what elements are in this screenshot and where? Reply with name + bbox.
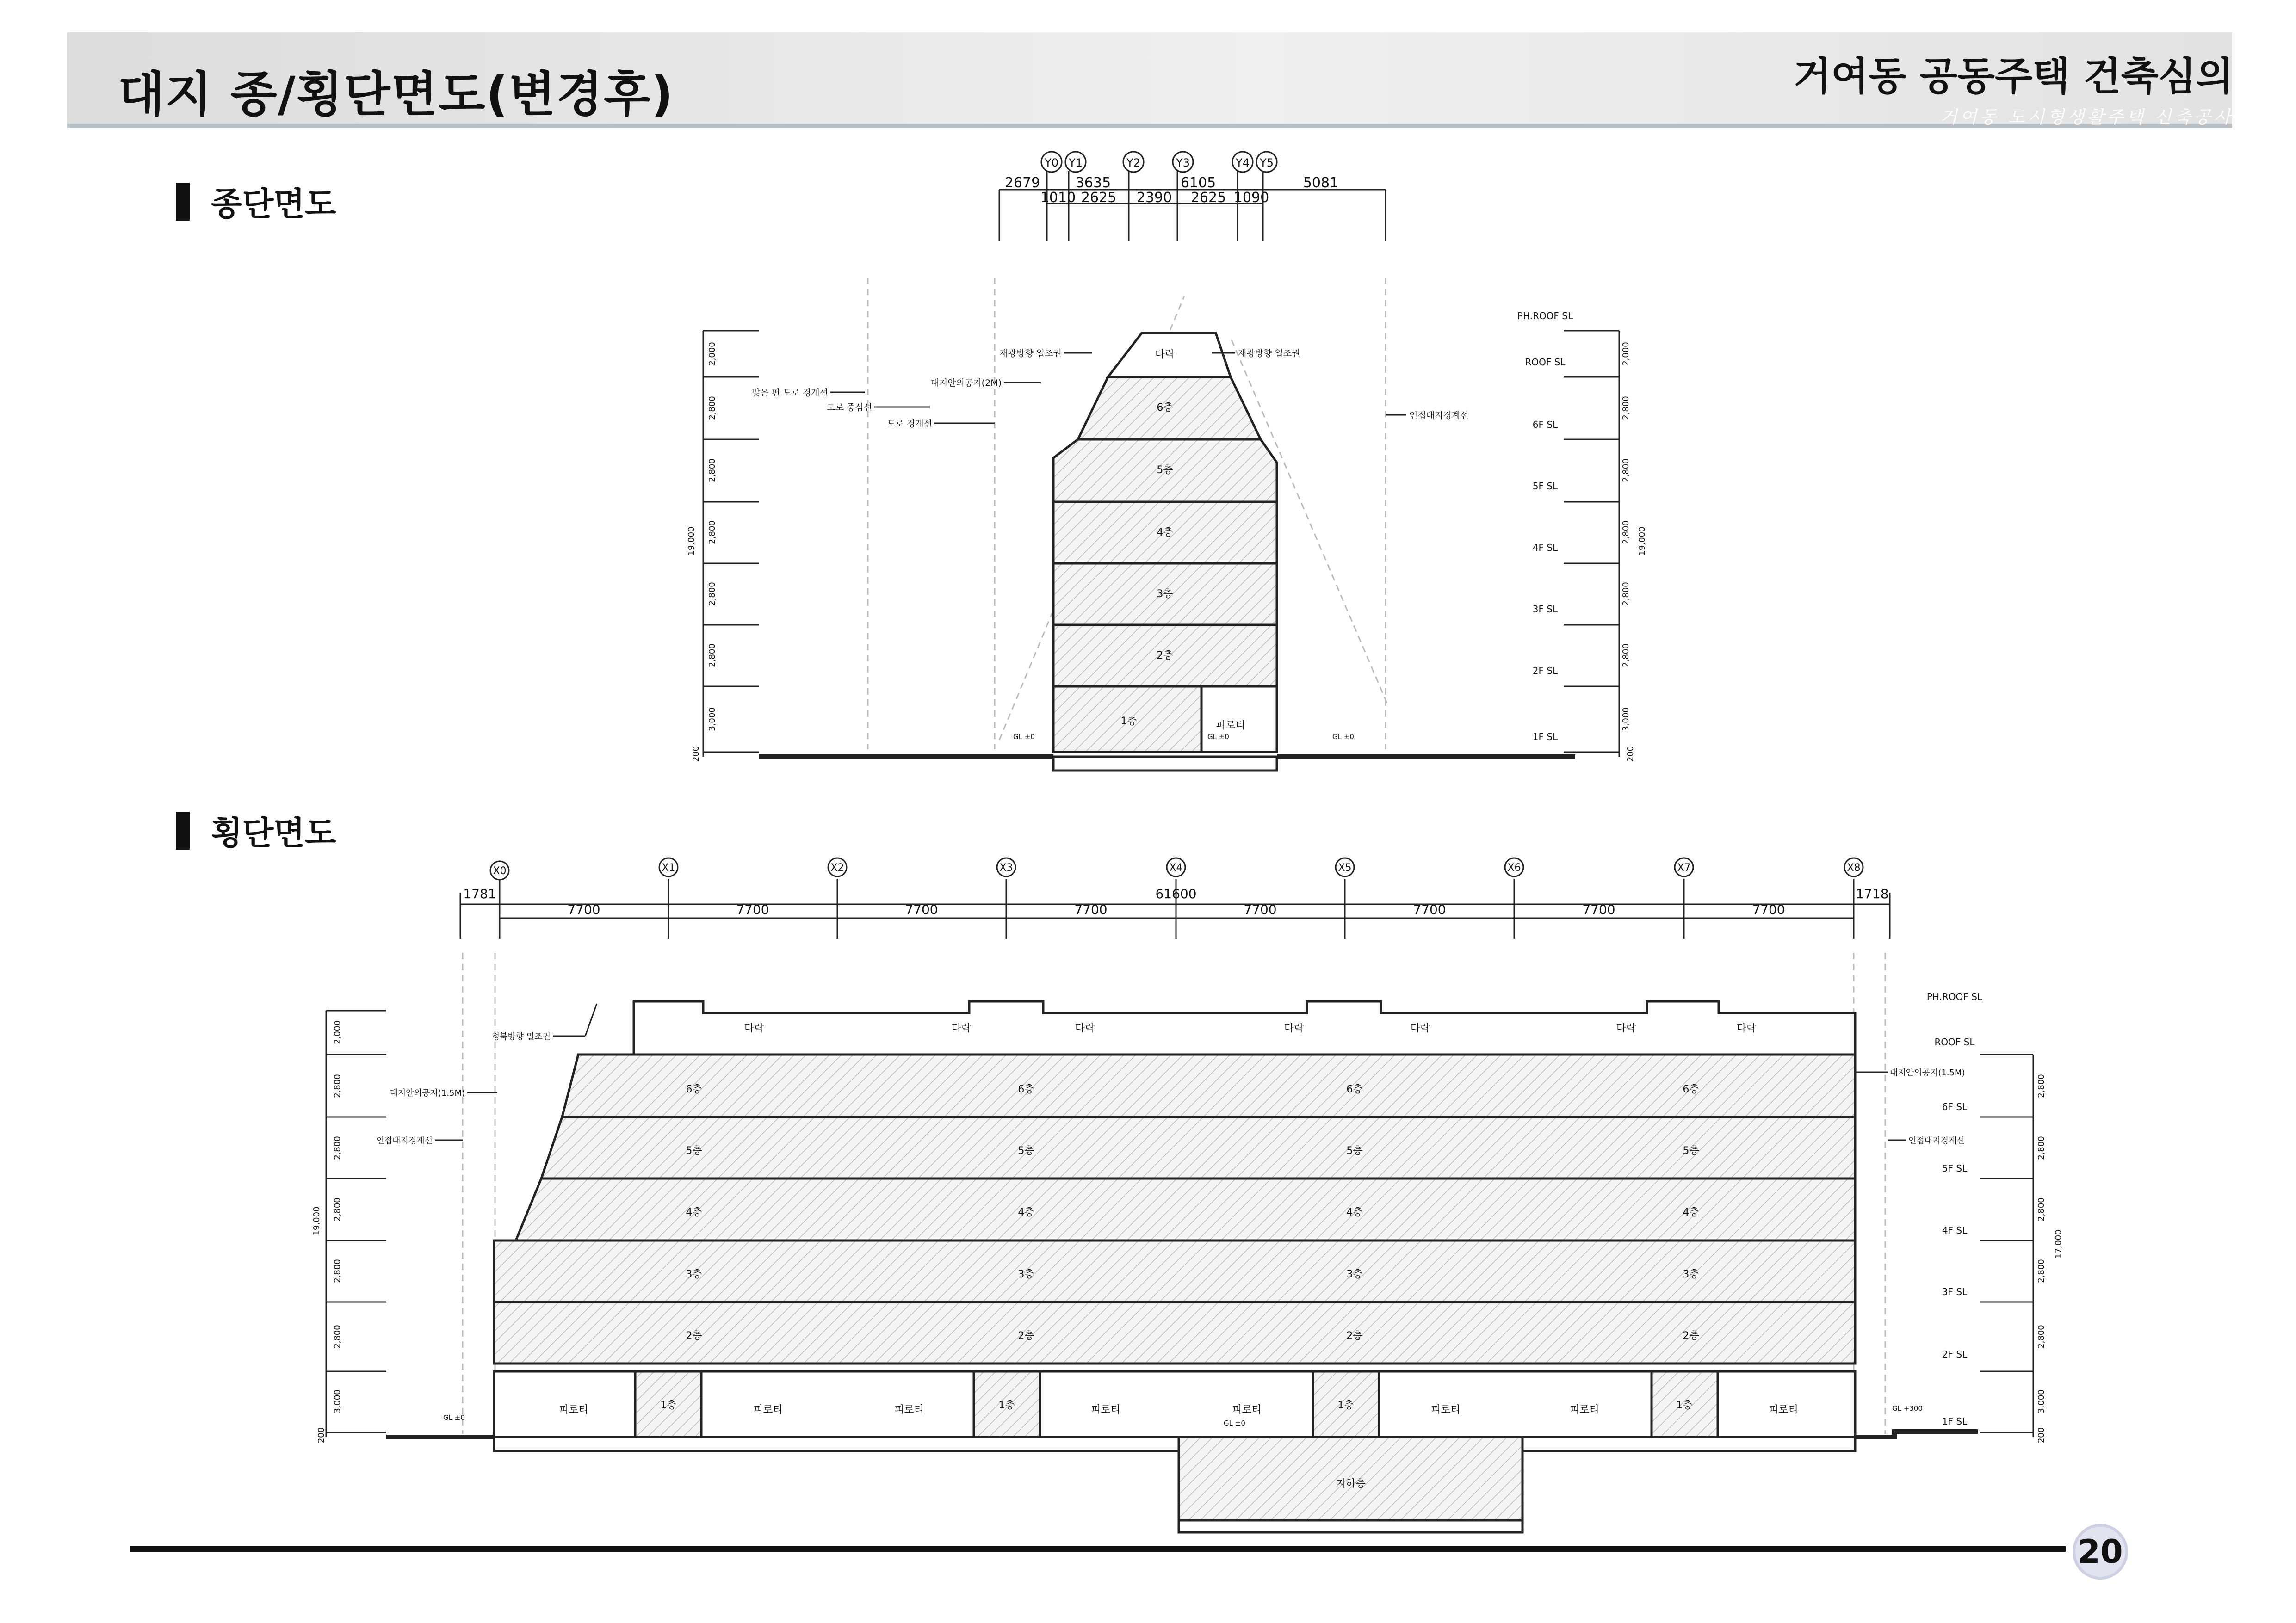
cross-levels (1927, 991, 1983, 1427)
cross-section (326, 879, 2033, 1532)
ground-label: 피로티 (1570, 1404, 1599, 1416)
ground-label: 피로티 (1769, 1404, 1798, 1416)
dim-label: 2,800 (707, 582, 717, 606)
floor-label: 4층 (1157, 527, 1173, 538)
level-label: PH.ROOF SL (1517, 310, 1573, 321)
level-label: PH.ROOF SL (1926, 991, 1983, 1002)
cross-slab (494, 1437, 1855, 1451)
level-label: 2F SL (1942, 1349, 1968, 1360)
attic-label: 다락 (1616, 1023, 1636, 1034)
cross-floor-4 (516, 1179, 1855, 1240)
grid-bubble-label: Y2 (1126, 156, 1140, 169)
cross-attic (634, 1001, 1855, 1055)
ground-label: 피로티 (1232, 1404, 1262, 1416)
ground-label: 1층 (1676, 1400, 1693, 1411)
long-piloti (1201, 686, 1277, 752)
dim-label: 2,800 (2036, 1136, 2046, 1160)
dim-label: 2,800 (1621, 458, 1631, 482)
floor-label: 4층 (1346, 1207, 1363, 1218)
level-label: ROOF SL (1934, 1037, 1975, 1048)
cross-right-dim-labels (2036, 1074, 2063, 1443)
cross-building (494, 1055, 1855, 1532)
ground-mark: GL ±0 (1207, 733, 1229, 741)
dim-label: 2,800 (2036, 1074, 2046, 1098)
annotation: 대지안의공지(1.5M) (1890, 1068, 1965, 1078)
dim-label: 2625 (1081, 190, 1117, 206)
project-title: 거여동 공동주택 건축심의 (1793, 54, 2234, 99)
floor-label: 2층 (1346, 1330, 1363, 1342)
floor-label: 2층 (686, 1330, 702, 1342)
project-subtitle: 거여동 도시형생활주택 신축공사 (1940, 107, 2234, 127)
dim-label: 2,000 (707, 342, 717, 366)
floor-label: 6층 (1346, 1084, 1363, 1095)
dim-label: 2,000 (1621, 342, 1631, 366)
long-left-dim-labels (687, 342, 717, 762)
cross-floor-6 (562, 1055, 1855, 1117)
dim-label: 7700 (1074, 902, 1108, 917)
ground-label: 1층 (660, 1400, 677, 1411)
dim-label: 7700 (905, 902, 938, 917)
grid-bubble-label: X8 (1847, 862, 1861, 874)
floor-label: 3층 (686, 1269, 702, 1280)
cross-basement-base (1179, 1520, 1522, 1532)
dim-total: 19,000 (1637, 526, 1647, 556)
dim-label: 2,800 (1621, 582, 1631, 606)
grid-bubble-label: X6 (1507, 862, 1521, 874)
ground-label: 피로티 (1431, 1404, 1461, 1416)
floor-label: 다락 (1155, 349, 1175, 360)
attic-label: 다락 (1736, 1023, 1757, 1034)
dim-label: 3,000 (1621, 707, 1631, 731)
dim-label: 6105 (1180, 175, 1216, 191)
ground-label: 1층 (1337, 1400, 1354, 1411)
annotation: 도로 중심선 (827, 402, 872, 413)
floor-label: 6층 (1018, 1084, 1034, 1095)
annotation: 재광방향 일조권 (1238, 348, 1300, 358)
level-label: 6F SL (1942, 1101, 1968, 1112)
level-label: 4F SL (1942, 1225, 1968, 1236)
floor-label: 6층 (686, 1084, 702, 1095)
ground-label: 1층 (998, 1400, 1015, 1411)
floor-label: 2층 (1157, 650, 1173, 661)
grid-bubble-label: X5 (1338, 862, 1352, 874)
dim-label: 7700 (1244, 902, 1277, 917)
grid-bubble-label: Y0 (1045, 156, 1058, 169)
dim-label: 7700 (1413, 902, 1446, 917)
annotation: 맞은 편 도로 경계선 (752, 388, 828, 398)
ground-label: 피로티 (894, 1404, 924, 1416)
grid-bubble-label: X7 (1677, 862, 1691, 874)
level-label: 6F SL (1532, 419, 1558, 430)
section-heading-text: 종단면도 (211, 185, 336, 223)
annotation: 대지안의공지(1.5M) (390, 1088, 465, 1098)
floor-label: 2층 (1683, 1330, 1699, 1342)
long-grid-bubbles (1041, 152, 1277, 172)
dim-label: 1090 (1233, 190, 1269, 206)
dim-label: 7700 (736, 902, 769, 917)
floor-label: 4층 (1683, 1207, 1699, 1218)
long-building (1053, 333, 1277, 771)
long-right-level-ticks (1564, 331, 1619, 757)
attic-label: 다락 (1284, 1023, 1304, 1034)
dim-label: 200 (1626, 746, 1635, 762)
floor-label: 3층 (1683, 1269, 1699, 1280)
floor-label: 2층 (1018, 1330, 1034, 1342)
floor-label: 5층 (1157, 464, 1173, 476)
basement-label: 지하층 (1336, 1478, 1366, 1490)
floor-label: 5층 (1683, 1145, 1699, 1157)
dim-label: 7700 (1582, 902, 1615, 917)
ground-mark: GL ±0 (1224, 1419, 1245, 1427)
level-label: 3F SL (1532, 604, 1558, 615)
floor-label: 1층 (1120, 716, 1137, 727)
floor-label: 4층 (1018, 1207, 1034, 1218)
dim-total: 19,000 (687, 526, 696, 556)
dim-label: 3,000 (707, 707, 717, 731)
dim-label: 2,800 (2036, 1259, 2046, 1283)
level-label: 1F SL (1942, 1416, 1968, 1427)
grid-bubble-label: X2 (830, 862, 844, 874)
floor-label: 3층 (1157, 588, 1173, 600)
annotation: 대지안의공지(2M) (930, 378, 1002, 388)
grid-bubble-label: X1 (662, 862, 675, 874)
dim-label: 3,000 (333, 1389, 342, 1413)
dim-label: 1010 (1040, 190, 1076, 206)
level-label: 1F SL (1532, 731, 1558, 742)
dim-label: 61600 (1155, 886, 1197, 901)
ground-label: 피로티 (1091, 1404, 1120, 1416)
level-label: 2F SL (1532, 665, 1558, 676)
attic-label: 다락 (951, 1023, 972, 1034)
floor-label: 3층 (1018, 1269, 1034, 1280)
floor-label: 5층 (686, 1145, 702, 1157)
attic-label: 다락 (1410, 1023, 1430, 1034)
attic-label: 다락 (744, 1023, 764, 1034)
ground-mark: GL ±0 (1013, 733, 1035, 741)
dim-label: 2390 (1136, 190, 1172, 206)
dim-label: 2,800 (707, 458, 717, 482)
floor-label: 5층 (1018, 1145, 1034, 1157)
page-title: 대지 종/횡단면도(변경후) (118, 66, 674, 123)
dim-label: 7700 (567, 902, 600, 917)
cross-left-dim-labels (312, 1020, 342, 1443)
grid-bubble-label: Y3 (1176, 156, 1190, 169)
grid-bubble-label: Y1 (1069, 156, 1083, 169)
annotation: 정북방향 일조권 (491, 1032, 551, 1042)
annotation: 인접대지경계선 (1409, 410, 1469, 420)
dim-label: 2,800 (333, 1325, 342, 1349)
floor-label: 6층 (1683, 1084, 1699, 1095)
dim-label: 2,800 (1621, 396, 1631, 420)
dim-total: 17,000 (2054, 1229, 2063, 1259)
grid-bubble-label: Y5 (1260, 156, 1274, 169)
ground-mark: GL ±0 (443, 1413, 465, 1422)
attic-label: 다락 (1075, 1023, 1095, 1034)
annotation: 재광방향 일조권 (999, 348, 1062, 358)
floor-label: 피로티 (1216, 720, 1245, 731)
long-right-dim-labels (1621, 342, 1647, 762)
level-label: 5F SL (1532, 481, 1558, 492)
dim-label: 2,800 (707, 396, 717, 420)
floor-label: 4층 (686, 1207, 702, 1218)
dim-label: 2,800 (707, 643, 717, 667)
dim-label: 3635 (1075, 175, 1111, 191)
ground-mark: GL ±0 (1332, 733, 1354, 741)
dim-label: 1781 (463, 886, 496, 901)
grid-bubble-label: X3 (999, 862, 1013, 874)
floor-label: 3층 (1346, 1269, 1363, 1280)
annotation: 인접대지경계선 (376, 1136, 433, 1146)
annotation: 도로 경계선 (887, 419, 932, 429)
cross-ground-right (1855, 1432, 1978, 1437)
dim-label: 1718 (1856, 886, 1889, 901)
level-label: 3F SL (1942, 1286, 1968, 1297)
footer-rule (130, 1546, 2066, 1552)
long-levels (1517, 310, 1573, 742)
dim-total: 19,000 (312, 1206, 322, 1236)
ground-label: 피로티 (559, 1404, 588, 1416)
dim-label: 2,800 (333, 1197, 342, 1222)
dim-label: 200 (691, 746, 701, 762)
dim-label: 7700 (1752, 902, 1785, 917)
ground-label: 피로티 (753, 1404, 783, 1416)
section-heading-text: 횡단면도 (211, 814, 336, 852)
cross-right-level-ticks (1980, 1055, 2033, 1437)
grid-bubble-label: X4 (1169, 862, 1183, 874)
dim-label: 2,800 (707, 520, 717, 544)
grid-bubble-label: Y4 (1236, 156, 1250, 169)
dim-label: 2,800 (333, 1259, 342, 1283)
dim-label: 2,800 (2036, 1197, 2046, 1222)
floor-label: 6층 (1157, 402, 1173, 413)
dim-label: 3,000 (2036, 1389, 2046, 1413)
dim-label: 2,800 (333, 1074, 342, 1098)
dim-label: 2,800 (333, 1136, 342, 1160)
level-label: ROOF SL (1525, 357, 1566, 368)
dim-label: 2,800 (2036, 1325, 2046, 1349)
cross-grid-bubbles (490, 858, 1863, 880)
dim-label: 2,800 (1621, 520, 1631, 544)
ground-mark: GL +300 (1892, 1404, 1923, 1413)
annotation: 인접대지경계선 (1908, 1136, 1965, 1146)
dim-label: 2625 (1190, 190, 1226, 206)
dim-label: 2,000 (333, 1020, 342, 1044)
dim-label: 5081 (1303, 175, 1339, 191)
cross-floor-5 (541, 1117, 1855, 1179)
level-label: 4F SL (1532, 542, 1558, 553)
dim-label: 200 (316, 1427, 326, 1444)
long-foundation (1053, 757, 1277, 771)
level-label: 5F SL (1942, 1163, 1968, 1174)
grid-bubble-label: X0 (493, 865, 507, 877)
dim-label: 2,800 (1621, 643, 1631, 667)
page-number: 20 (2073, 1524, 2128, 1580)
dim-label: 200 (2036, 1427, 2046, 1444)
floor-label: 5층 (1346, 1145, 1363, 1157)
dim-label: 2679 (1004, 175, 1040, 191)
